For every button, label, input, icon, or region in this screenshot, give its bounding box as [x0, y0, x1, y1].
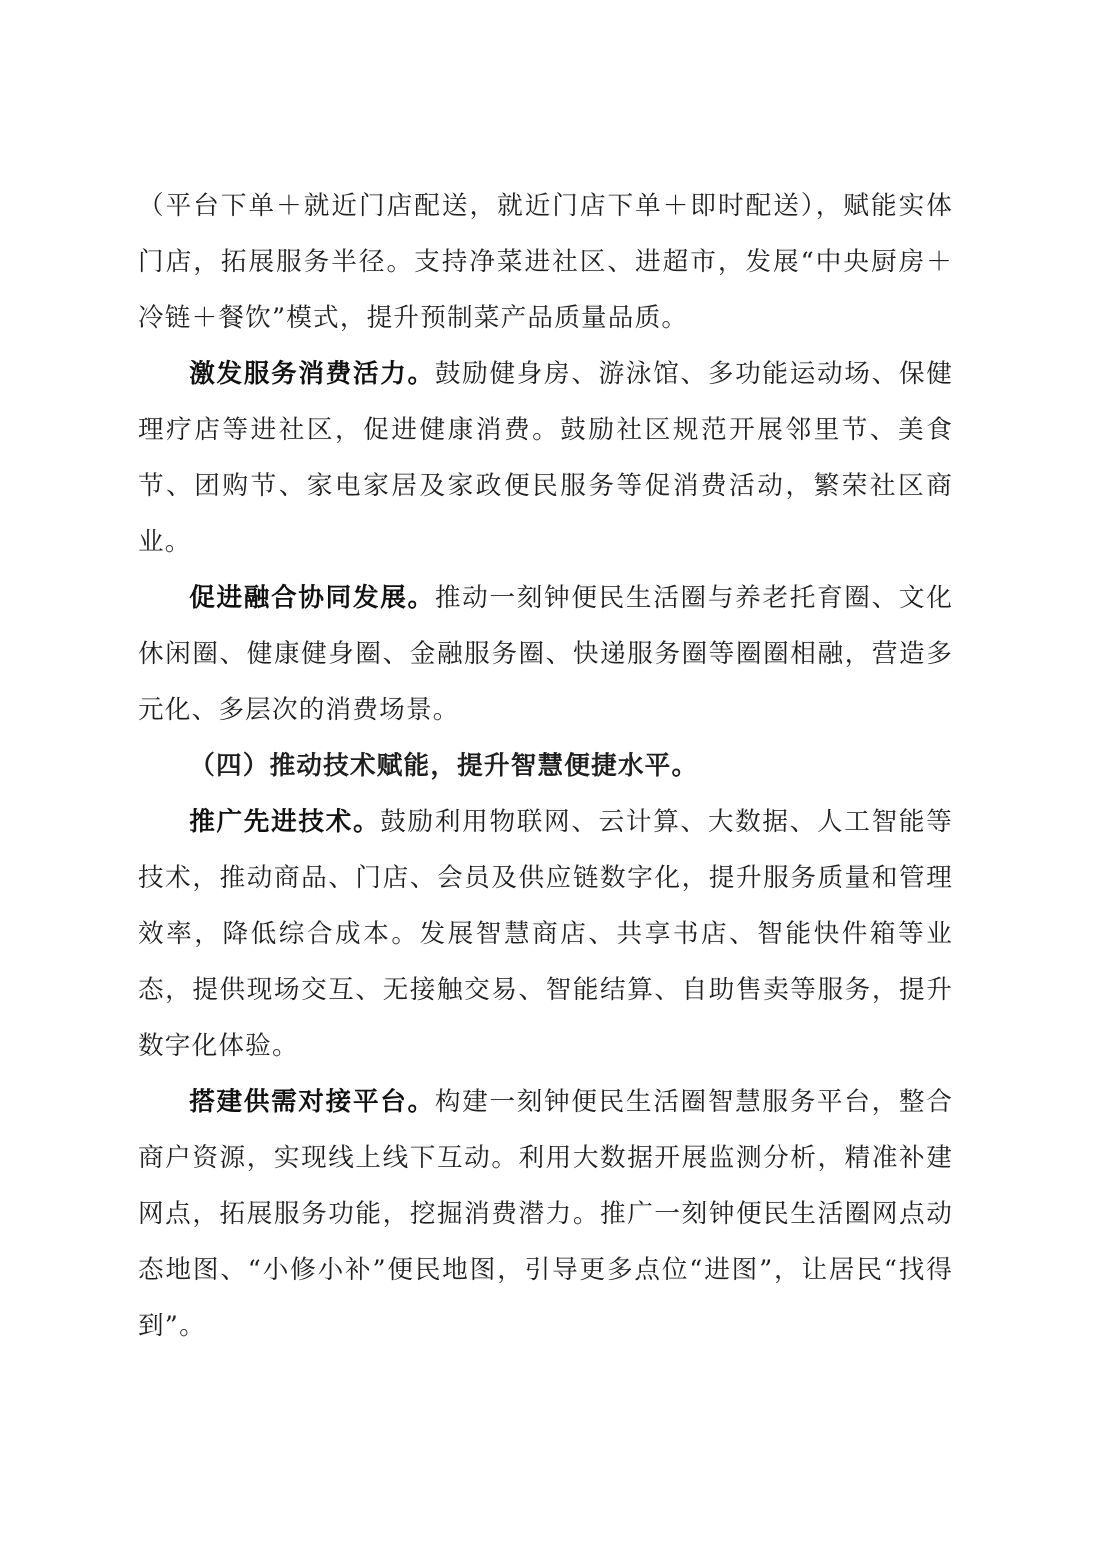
section-heading-text: （四）推动技术赋能，提升智慧便捷水平。: [189, 751, 699, 781]
paragraph-advanced-tech: [138, 794, 953, 1074]
document-body: [138, 178, 953, 1354]
paragraph-text: 鼓励利用物联网、云计算、大数据、人工智能等技术，推动商品、门店、会员及供应链数字化，提升服务质量和管理效率，降低综合成本。发展智慧商店、共享书店、智能快件箱等业态，提供现场交互、无接触交易、智能结算、自助售卖等服务，提升数字化体验。: [138, 807, 953, 1061]
paragraph-text: 构建一刻钟便民生活圈智慧服务平台，整合商户资源，实现线上线下互动。利用大数据开展监测分析，精准补建网点，拓展服务功能，挖掘消费潜力。推广一刻钟便民生活圈网点动态地图、“小修小补”便民地图，引导更多点位“进图”，让居民“找得到”。: [138, 1087, 953, 1341]
paragraph-integration: [138, 570, 953, 738]
paragraph-lead: 推广先进技术。: [189, 807, 381, 837]
paragraph-lead: 促进融合协同发展。: [189, 583, 435, 613]
paragraph-platform: [138, 1074, 953, 1354]
paragraph-continued: [138, 178, 953, 346]
paragraph-lead: 搭建供需对接平台。: [189, 1087, 435, 1117]
paragraph-text: 推动一刻钟便民生活圈与养老托育圈、文化休闲圈、健康健身圈、金融服务圈、快递服务圈等圈圈相融，营造多元化、多层次的消费场景。: [138, 583, 953, 725]
paragraph-text: （平台下单＋就近门店配送，就近门店下单＋即时配送），赋能实体门店，拓展服务半径。支持净菜进社区、进超市，发展“中央厨房＋冷链＋餐饮”模式，提升预制菜产品质量品质。: [138, 191, 953, 333]
section-heading: [138, 738, 953, 794]
paragraph-text: 鼓励健身房、游泳馆、多功能运动场、保健理疗店等进社区，促进健康消费。鼓励社区规范开展邻里节、美食节、团购节、家电家居及家政便民服务等促消费活动，繁荣社区商业。: [138, 359, 953, 557]
paragraph-lead: 激发服务消费活力。: [189, 359, 435, 389]
paragraph-service-consumption: [138, 346, 953, 570]
